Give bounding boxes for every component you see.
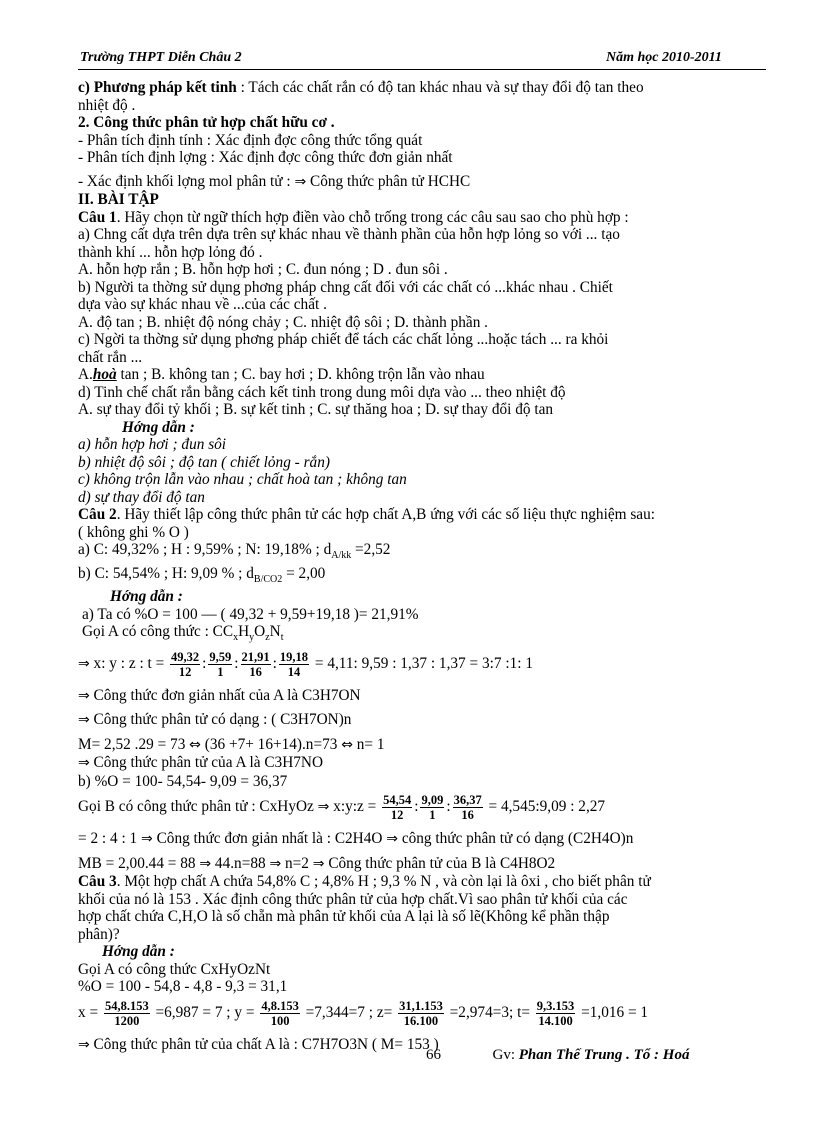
denominator: 1200 [114,1013,140,1028]
numerator: 54,54 [383,793,412,808]
text-span: . Một hợp chất A chứa 54,8% C ; 4,8% H ; 9,3 % N , và còn lại là ôxi , cho biết phân tử [116,873,651,891]
text-span: : Tách các chất rắn có độ tan khác nhau và sự thay đổi độ tan theo [236,79,644,96]
numerator: 4,8.153 [261,998,299,1013]
denominator: 16 [461,808,474,823]
text-line [78,855,770,874]
denominator: 12 [178,664,192,679]
fraction [260,999,300,1028]
text-span: = 2 : 4 : 1 [78,830,142,848]
denominator: 1 [217,664,224,679]
text-line: - Phân tích định lợng : Xác định đợc công thức đơn giản nhất [78,149,453,166]
numerator: 36,37 [453,793,482,808]
text-line [78,623,770,647]
numerator: 9,3.153 [536,998,575,1013]
implies-arrow-icon: ⇒ [312,855,325,872]
question-line [78,506,770,524]
text-line [78,541,770,565]
text-line: c) Ngời ta thờng sử dụng phơng pháp chiết để tách các chất lỏng ...hoặc tách ... ra khỏi [78,331,609,348]
text-span: 44.n=88 [211,854,270,872]
denominator: 100 [270,1013,290,1028]
underlined-word: hoà [92,366,117,383]
numerator: 19,18 [279,649,309,664]
ratio-line: Gọi B có công thức phân tử : CxHyOz ⇒ x:y:z = $\frac{54,54}{12}$ : $\frac{9,09}{1}$ : $\frac{36,37}{16}$ = 4,545:9,09 : 2,27 [78,793,606,823]
header-school: Trường THPT Diễn Châu 2 [80,50,242,65]
text-line [78,565,770,589]
formula-cxhyoznt: $C_xH_yO_zN_t$ [222,623,284,644]
text-line: chất rắn ... [78,348,143,366]
equivalence-arrow-icon: ⇔ [189,736,201,753]
text-line: nhiệt độ . [78,96,136,114]
implies-arrow-icon: ⇒ [78,755,90,772]
text-span: Công thức phân tử HCHC [306,172,471,190]
text-span: . Hãy thiết lập công thức phân tử các hợp chất A,B ứng với các số liệu thực nghiệm sau: [116,506,655,523]
denominator: 12 [390,808,404,823]
text-line: d) Tinh chế chất rắn bằng cách kết tinh trong dung môi dựa vào ... theo nhiệt độ [78,383,566,401]
footer-signature: Phan Thế Trung . Tổ : Hoá [518,1047,690,1063]
question-line [78,873,770,891]
numerator: 21,91 [241,649,270,664]
text-line: Gọi A có công thức CxHyOzNt [78,960,271,978]
fraction [104,999,150,1028]
ratio-line: ⇒ x: y : z : t = $\frac{49,32}{12}$ : $\frac{9,59}{1}$ : $\frac{21,91}{16}$ : $\frac{19,18}{14}$ = 4,11: 9,59 : 1,37 : 1,37 = 3:7 :1: 1 [78,649,533,679]
numerator: 9,59 [209,649,232,664]
text-span: M= 2,52 .29 = 73 [78,735,190,753]
text-span: =7,344=7 ; z= [301,1003,397,1021]
answer-line: a) hỗn hợp hơi ; đun sôi [78,436,227,453]
text-line: - Phân tích định tính : Xác định đợc công thức tổng quát [78,131,423,149]
answer-line: d) sự thay đổi độ tan [78,488,205,506]
text-span: n= 1 [352,735,385,753]
answer-line: c) không trộn lẫn vào nhau ; chất hoà tan ; không tan [78,471,407,488]
text-span: a) C: 49,32% ; H : 9,59% ; N: 19,18% ; d [78,541,332,558]
implies-arrow-icon: ⇒ [269,855,282,872]
question-label: Câu 3 [78,873,117,891]
text-span: tan ; B. không tan ; C. bay hơi ; D. không trộn lẫn vào nhau [116,366,485,383]
fraction [453,793,483,822]
text-span: n=2 [281,854,313,872]
implies-arrow-icon: ⇒ [78,1036,90,1053]
text-span: Công thức phân tử của B là C4H8O2 [324,854,556,872]
text-line: phân)? [78,925,120,943]
text-line [78,366,770,384]
text-span: Gọi A có công thức : C [82,623,223,641]
fraction [382,793,412,822]
content-body [78,79,770,1054]
fraction [536,999,576,1028]
text-line [78,687,770,706]
text-line: a) Chng cất dựa trên dựa trên sự khác nhau về thành phần của hỗn hợp lỏng so với ... tạo [78,226,620,243]
denominator: 16.100 [403,1013,439,1028]
section-heading: II. BÀI TẬP [78,191,159,208]
numerator: 31,1.153 [399,998,443,1013]
text-span: MB = 2,00.44 = 88 [78,854,200,872]
text-span: =2,974=3; t= [445,1003,534,1021]
text-span: = 4,11: 9,59 : 1,37 : 1,37 = 3:7 :1: 1 [311,654,533,672]
text-line: ( không ghi % O ) [78,523,189,541]
text-span: Gọi B có công thức phân tử : CxHyOz [78,798,318,816]
ratio-line [78,996,770,1030]
fraction [279,650,309,679]
guide-heading: Hớng dẫn : [110,588,183,606]
text-span: =6,987 = 7 ; y = [151,1003,259,1021]
guide-heading: Hớng dẫn : [122,418,195,436]
numerator: 54,8.153 [104,998,149,1013]
text-span: Công thức đơn giản nhất của A là C3H7ON [89,686,361,704]
subscript: A/kk [331,550,352,562]
numerator: 9,09 [421,793,444,808]
denominator: 14 [287,664,301,679]
text-line [78,79,770,97]
text-span: = 4,545:9,09 : 2,27 [484,798,606,816]
implies-arrow-icon: ⇒ [78,655,90,672]
text-span: x:y:z = [329,798,381,816]
text-span: Công thức đơn giản nhất là : C2H4O [152,830,387,848]
question-line [78,209,770,227]
guide-heading: Hớng dẫn : [102,943,175,961]
text-span: Công thức phân tử của chất A là : C7H7O3N ( M= 153 ) [89,1035,439,1053]
page-footer [426,1047,689,1064]
fraction [398,999,444,1028]
implies-arrow-icon: ⇒ [78,712,90,729]
answer-line: b) nhiệt độ sôi ; độ tan ( chiết lỏng - rắn) [78,453,330,471]
fraction [208,650,232,679]
text-line [78,830,770,849]
bold-term: c) Phương pháp kết tinh [78,79,237,96]
text-span: - Xác định khối lợng mol phân tử : [78,172,295,190]
fraction [170,650,200,679]
text-span: x: y : z : t = [89,654,169,672]
text-line [78,711,770,730]
text-line: b) Người ta thờng sử dụng phơng pháp chng cất đối với các chất có ...khác nhau . Chiết [78,278,613,296]
equivalence-arrow-icon: ⇔ [341,736,353,753]
fraction [420,793,444,822]
text-line [78,173,770,192]
text-line: thành khí ... hỗn hợp lỏng đó . [78,243,263,261]
implies-arrow-icon: ⇒ [141,831,153,848]
text-span: b) C: 54,54% ; H: 9,09 % ; d [78,564,254,582]
text-line: A. độ tan ; B. nhiệt độ nóng chảy ; C. nhiệt độ sôi ; D. thành phần . [78,313,488,331]
implies-arrow-icon: ⇒ [294,173,307,190]
text-line: A. sự thay đổi tỷ khối ; B. sự kết tinh ; C. sự thăng hoa ; D. sự thay đổi độ tan [78,401,554,418]
implies-arrow-icon: ⇒ [78,687,90,704]
text-span: Công thức phân tử của A là C3H7NO [89,754,323,772]
text-span: =1,016 = 1 [577,1003,649,1021]
header-year: Năm học 2010-2011 [606,50,722,65]
text-line: %O = 100 - 54,8 - 4,8 - 9,3 = 31,1 [78,978,288,996]
text-line: khối của nó là 153 . Xác định công thức phân tử của hợp chất.Vì sao phân tử khối của các [78,890,628,908]
page-number: 66 [426,1047,441,1063]
denominator: 16 [249,664,262,679]
denominator: 14.100 [538,1013,573,1028]
text-line: a) Ta có %O = 100 — ( 49,32 + 9,59+19,18 )= 21,91% [82,605,419,623]
numerator: 49,32 [171,649,200,664]
text-span: công thức phân tử có dạng (C2H4O)n [398,830,634,848]
text-line [78,736,770,755]
footer-gv: Gv: [492,1047,519,1063]
text-line [78,754,770,773]
text-line: b) %O = 100- 54,54- 9,09 = 36,37 [78,772,288,790]
text-span: = 2,00 [282,564,326,582]
text-span: . Hãy chọn từ ngữ thích hợp điền vào chỗ trống trong các câu sau sao cho phù hợp : [116,208,629,226]
fraction [241,650,271,679]
text-span: =2,52 [351,541,391,558]
header-rule [78,69,766,70]
text-line: A. hỗn hợp rắn ; B. hỗn hợp hơi ; C. đun nóng ; D . đun sôi . [78,261,448,278]
text-span: x = [78,1003,102,1021]
question-label: Câu 2 [78,506,117,523]
text-span: Công thức phân tử có dạng : ( C3H7ON)n [89,711,352,729]
implies-arrow-icon: ⇒ [386,831,398,848]
denominator: 1 [429,808,436,823]
text-line: hợp chất chứa C,H,O là số chẵn mà phân tử khối của A lại là số lẽ(Không kể phần thập [78,908,610,926]
implies-arrow-icon: ⇒ [317,799,330,816]
implies-arrow-icon: ⇒ [199,855,212,872]
subscript: B/CO2 [253,573,283,585]
text-span: A. [78,366,93,383]
section-heading: 2. Công thức phân tử hợp chất hữu cơ . [78,114,335,131]
question-label: Câu 1 [78,208,117,226]
text-span: (36 +7+ 16+14).n=73 [200,735,342,753]
text-line: dựa vào sự khác nhau về ...của các chất . [78,296,327,313]
